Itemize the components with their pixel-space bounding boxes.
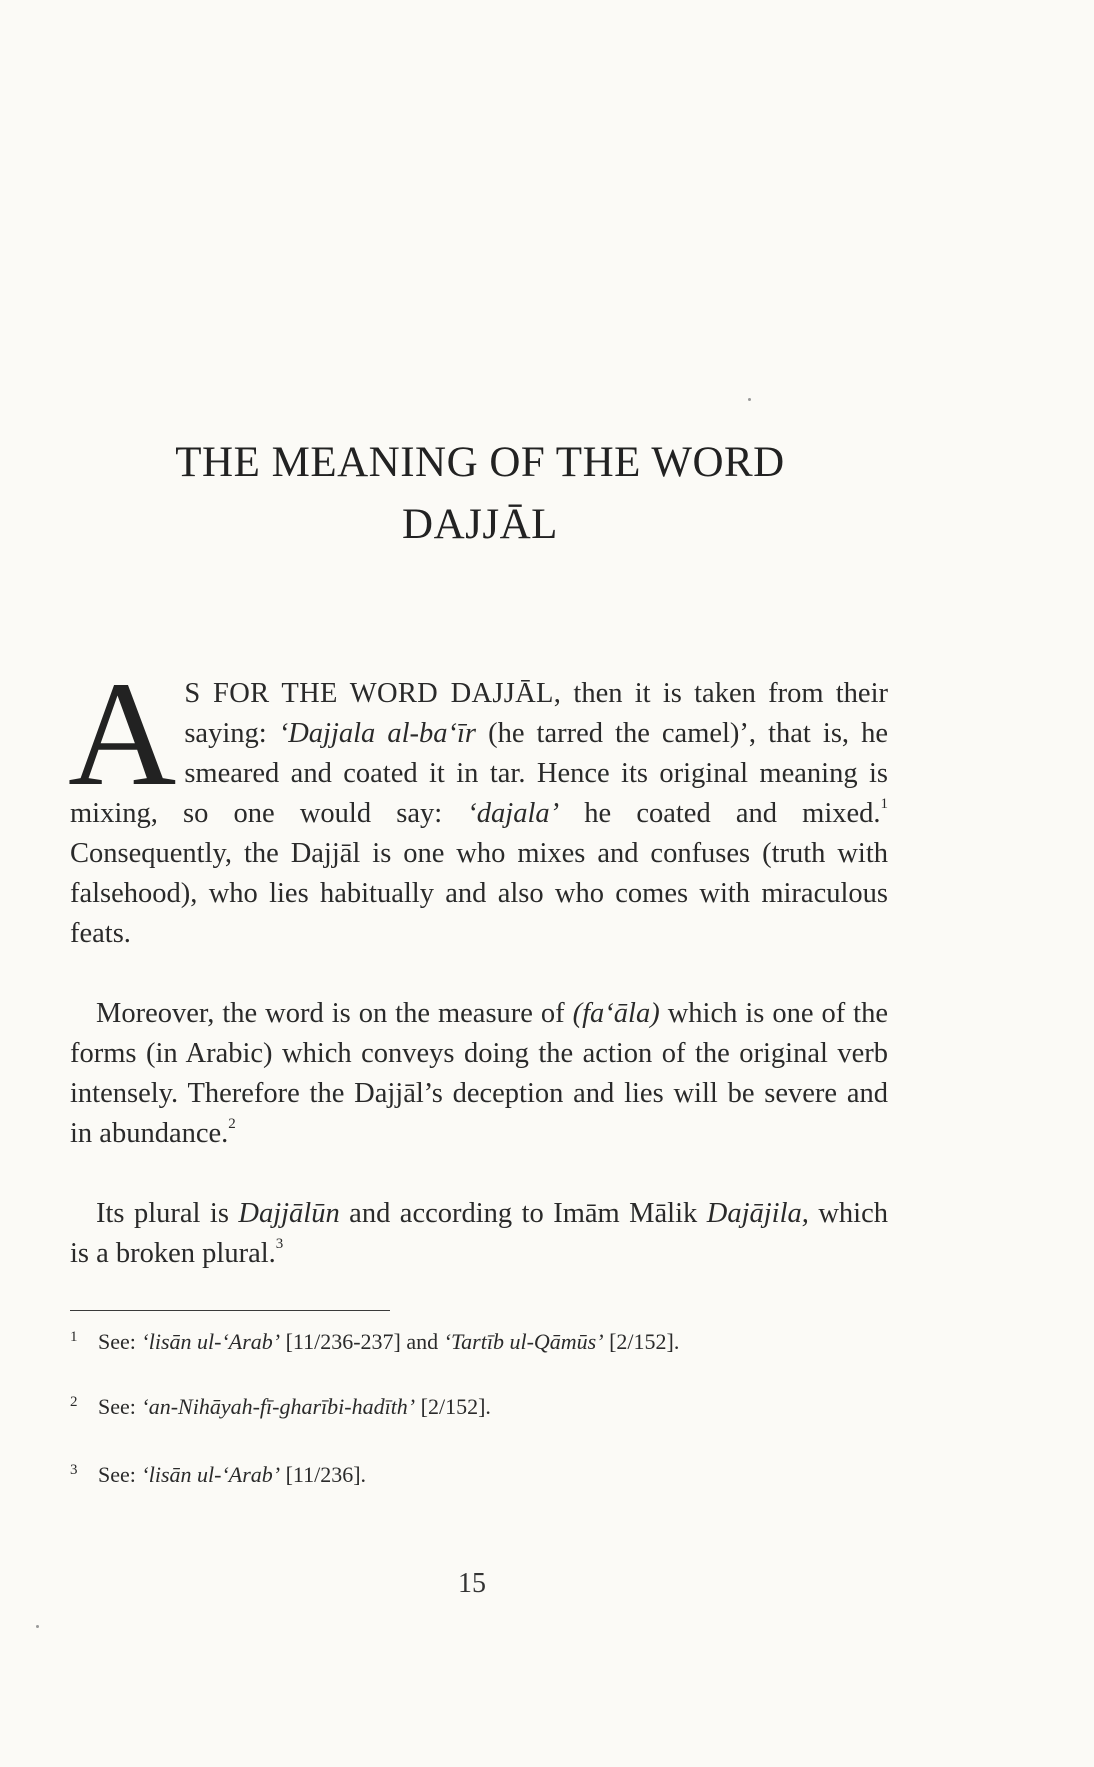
footnote-prefix: See: <box>98 1462 142 1487</box>
footnote-ref-1[interactable]: 1 <box>880 795 889 812</box>
footnote-3: 3 See: ‘lisān ul-‘Arab’ [11/236]. <box>70 1461 367 1487</box>
paragraph-3-text-c: which is a broken plural. <box>70 1198 888 1269</box>
footnote-prefix: See: <box>98 1329 142 1354</box>
paragraph-2-text-b: which is one of the forms (in Arabic) which conveys doing the action of the original verb intensely. Therefore the Dajjāl’s deception and lies will be severe and in abundance. <box>70 998 888 1149</box>
paragraph-1-text-b: (he tarred the camel)’, that is, he smeared and coated it in tar. Hence its original meaning is mixing, so one would say: <box>70 718 888 829</box>
paragraph-3-text-b: and according to Imām Mālik <box>339 1198 707 1229</box>
footnote-prefix: See: <box>98 1394 142 1419</box>
term-faala: (fa‘āla) <box>572 998 660 1029</box>
paper-speck <box>36 1625 39 1628</box>
paragraph-3 <box>70 1194 888 1274</box>
paragraph-3-text-a: Its plural is <box>96 1198 239 1229</box>
paragraph-1-text-a: then it is taken from their saying: <box>184 678 888 749</box>
footnote-ref-3[interactable]: 3 <box>275 1235 284 1252</box>
footnote-source: ‘an-Nihāyah-fī-gharībi-hadīth’ <box>141 1394 416 1419</box>
term-dajajila: Dajājila, <box>706 1198 809 1229</box>
chapter-title-line-1: THE MEANING OF THE WORD <box>175 439 785 486</box>
paragraph-1-text-d: Consequently, the Dajjāl is one who mixes and confuses (truth with falsehood), who lies habitually and also who comes with miraculous feats. <box>70 838 888 949</box>
paper-speck <box>748 398 751 401</box>
footnote-reference: [11/236]. <box>280 1462 367 1487</box>
term-dajala: ‘dajala’ <box>467 798 560 829</box>
term-dajjala-al-bair: ‘Dajjala al-ba‘īr <box>278 718 477 749</box>
term-dajjalun: Dajjālūn <box>238 1198 340 1229</box>
footnote-source: ‘Tartīb ul-Qāmūs’ <box>443 1329 604 1354</box>
paragraph-2-text-a: Moreover, the word is on the measure of <box>96 998 573 1029</box>
footnote-reference: [11/236-237] and <box>280 1329 444 1354</box>
drop-cap: A <box>68 651 177 817</box>
paragraph-1-text-c: he coated and mixed. <box>559 798 881 829</box>
footnote-1: 1 See: ‘lisān ul-‘Arab’ [11/236-237] and ‘Tartīb ul-Qāmūs’ [2/152]. <box>70 1328 680 1354</box>
page-number: 15 <box>458 1568 486 1599</box>
footnote-ref-2[interactable]: 2 <box>228 1115 236 1132</box>
footnote-source: ‘lisān ul-‘Arab’ <box>141 1462 281 1487</box>
paragraph-1-lead: S FOR THE WORD DAJJĀL, <box>184 678 562 709</box>
footnote-reference: [2/152]. <box>603 1329 680 1354</box>
chapter-title-line-2: DAJJĀL <box>402 501 558 548</box>
paragraph-1 <box>68 651 889 954</box>
footnote-divider <box>70 1310 390 1311</box>
footnote-source: ‘lisān ul-‘Arab’ <box>141 1329 281 1354</box>
footnote-reference: [2/152]. <box>415 1394 491 1419</box>
paragraph-2 <box>70 994 888 1154</box>
footnote-2: 2 See: ‘an-Nihāyah-fī-gharībi-hadīth’ [2/152]. <box>70 1393 491 1419</box>
